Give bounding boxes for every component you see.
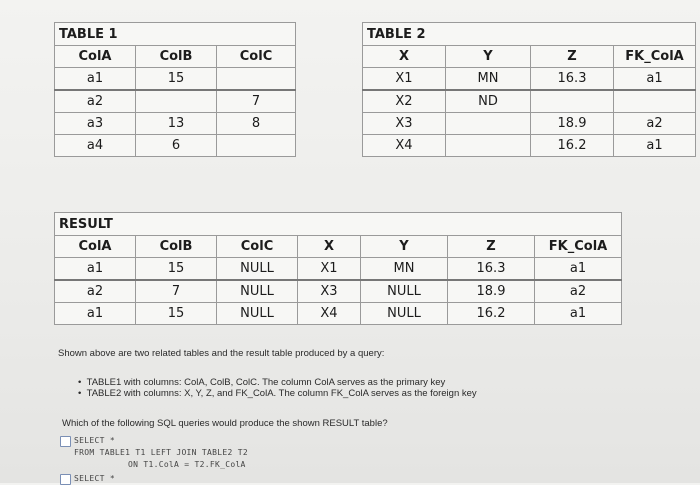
table1-header: ColB [136, 46, 217, 68]
table1-cell: 13 [136, 113, 217, 135]
result-cell: NULL [217, 280, 298, 303]
result-cell: NULL [217, 303, 298, 325]
table1-cell: a3 [55, 113, 136, 135]
result-table [54, 212, 622, 325]
table2-cell [446, 113, 531, 135]
table1-cell [136, 90, 217, 113]
table2-cell [531, 90, 614, 113]
result-cell: MN [361, 258, 448, 281]
result-header: FK_ColA [535, 236, 622, 258]
result-cell: NULL [361, 303, 448, 325]
table2-header: X [363, 46, 446, 68]
result-cell: a2 [535, 280, 622, 303]
result-title: RESULT [55, 213, 622, 236]
question-intro: Shown above are two related tables and the result table produced by a query: [58, 348, 385, 359]
option-1-line2: FROM TABLE1 T1 LEFT JOIN TABLE2 T2 [74, 448, 248, 457]
result-cell: X1 [298, 258, 361, 281]
result-cell: a1 [535, 258, 622, 281]
table2-title: TABLE 2 [363, 23, 696, 46]
result-header: ColB [136, 236, 217, 258]
result-header: ColC [217, 236, 298, 258]
table1-cell: 7 [217, 90, 296, 113]
result-header: Z [448, 236, 535, 258]
table1-header: ColC [217, 46, 296, 68]
result-cell: a2 [55, 280, 136, 303]
table2-cell: MN [446, 68, 531, 91]
table2-cell: 16.2 [531, 135, 614, 157]
result-header: X [298, 236, 361, 258]
table2-cell: 16.3 [531, 68, 614, 91]
table1 [54, 22, 296, 157]
result-cell: NULL [217, 258, 298, 281]
bullet-2 [78, 388, 477, 399]
result-cell: a1 [55, 258, 136, 281]
bullet-1 [78, 377, 445, 388]
result-cell: a1 [55, 303, 136, 325]
table1-cell [217, 68, 296, 91]
result-header: Y [361, 236, 448, 258]
table2-header: Z [531, 46, 614, 68]
table2-cell: a1 [614, 68, 696, 91]
option-1-checkbox[interactable] [60, 436, 71, 447]
result-cell: X3 [298, 280, 361, 303]
result-cell: X4 [298, 303, 361, 325]
table1-cell: a2 [55, 90, 136, 113]
table2-header: Y [446, 46, 531, 68]
table1-cell: 6 [136, 135, 217, 157]
table2-cell: ND [446, 90, 531, 113]
table2-cell [614, 90, 696, 113]
result-cell: 18.9 [448, 280, 535, 303]
table2-cell: X1 [363, 68, 446, 91]
table2-cell: a2 [614, 113, 696, 135]
table1-title: TABLE 1 [55, 23, 296, 46]
table1-cell [217, 135, 296, 157]
result-cell: 16.3 [448, 258, 535, 281]
table2-cell: a1 [614, 135, 696, 157]
option-1-line1: SELECT * [74, 436, 115, 445]
option-2-checkbox[interactable] [60, 474, 71, 485]
table2-cell [446, 135, 531, 157]
bullet-dot: • [78, 377, 87, 388]
bullet-dot: • [78, 388, 87, 399]
table2-cell: 18.9 [531, 113, 614, 135]
result-cell: 16.2 [448, 303, 535, 325]
table1-header: ColA [55, 46, 136, 68]
table1-cell: 15 [136, 68, 217, 91]
table2-header: FK_ColA [614, 46, 696, 68]
table2-cell: X3 [363, 113, 446, 135]
result-cell: a1 [535, 303, 622, 325]
table2-cell: X4 [363, 135, 446, 157]
bullet-2-text: TABLE2 with columns: X, Y, Z, and FK_ColA. The column FK_ColA serves as the foreign key [86, 388, 477, 399]
bullet-1-text: TABLE1 with columns: ColA, ColB, ColC. The column ColA serves as the primary key [86, 377, 446, 388]
table2 [362, 22, 696, 157]
table1-cell: a1 [55, 68, 136, 91]
table1-cell: 8 [217, 113, 296, 135]
result-cell: NULL [361, 280, 448, 303]
result-cell: 15 [136, 258, 217, 281]
table2-cell: X2 [363, 90, 446, 113]
table1-cell: a4 [55, 135, 136, 157]
question-prompt: Which of the following SQL queries would produce the shown RESULT table? [62, 418, 388, 429]
option-1-line3: ON T1.ColA = T2.FK_ColA [128, 460, 246, 469]
result-cell: 7 [136, 280, 217, 303]
result-cell: 15 [136, 303, 217, 325]
option-2-line1: SELECT * [74, 474, 115, 483]
result-header: ColA [55, 236, 136, 258]
